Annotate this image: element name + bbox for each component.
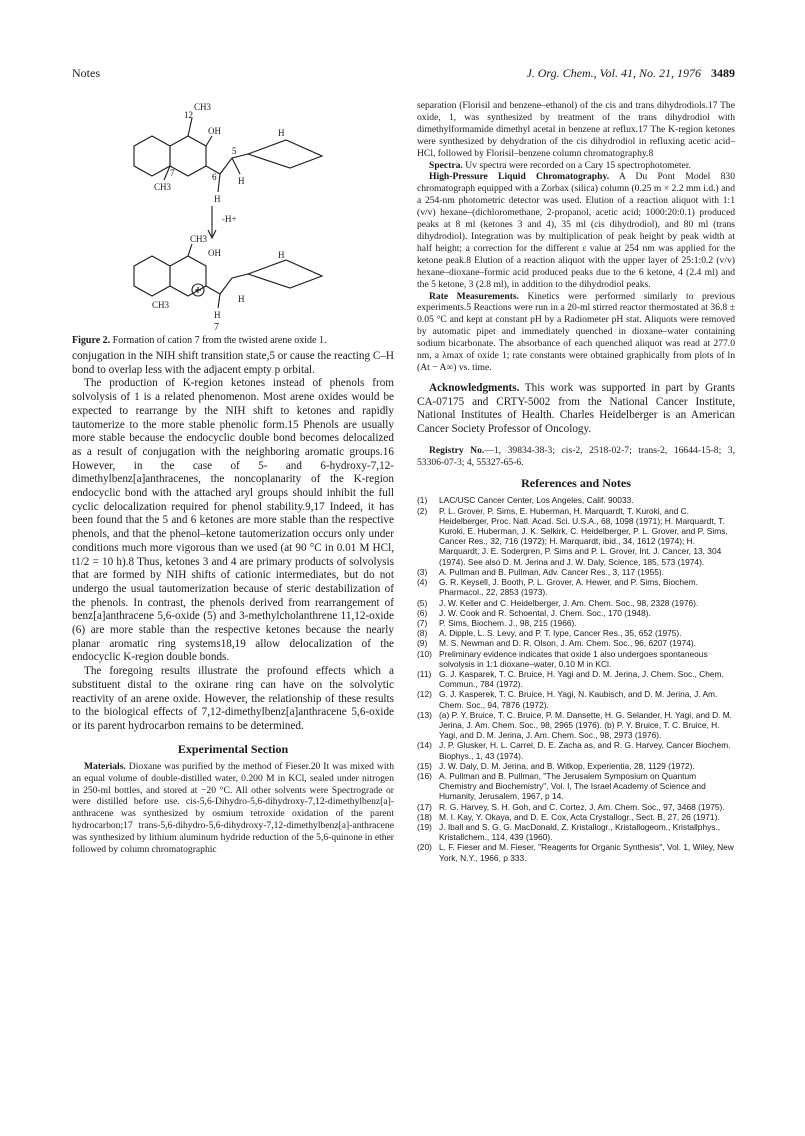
reference-text: P. L. Grover, P. Sims, E. Huberman, H. Marquardt, T. Kuroki, and C. Heidelberger, Proc. Natl. Acad. Sci. U.S.A., 68, 1098 (1971); H. Marquardt, T. Kuroki, E. Huberman, J. K. Selkirk, C. Heidelberger, P. L. Grover, and P. Sims, Cancer Res., 32, 716 (1972); H. Marquardt, ibid., 34, 1612 (1974); H. Marquardt, J. E. Sodergren, P. Sims and P. L. Grover, Int. J. Cancer, 13, 304 (1974). See also D. M. Jerina and J. W. Daly, Science, 185, 573 (1974). xyxy=(439,505,728,567)
reference-text: A. Pullman and B. Pullman, "The Jerusalem Symposium on Quantum Chemistry and Biochemistry", Vol. I, The Israel Academy of Science and Humanity, Jerusalem, 1967, p 14. xyxy=(439,770,706,802)
reference-number: (14) xyxy=(417,740,432,751)
label-h-5: H xyxy=(238,176,245,186)
reference-number: (19) xyxy=(417,821,432,832)
reference-item xyxy=(417,628,735,638)
references-title: References and Notes xyxy=(521,476,631,491)
reference-number: (4) xyxy=(417,577,428,588)
reference-number: (2) xyxy=(417,505,428,516)
label-position-7: 7 xyxy=(170,168,175,178)
arene-oxide-structure xyxy=(134,118,322,192)
arrow-label: -H+ xyxy=(222,214,237,224)
spectra-text: Uv spectra were recorded on a Cary 15 spectrophotometer. xyxy=(465,159,691,171)
label-position-6: 6 xyxy=(212,172,217,182)
materials-continued-text: separation (Florisil and benzene–ethanol) of the cis and trans dihydrodiols.17 The oxide, 1, was synthesized by treatment of the trans dihydrodiol with dimethylformamide dimethyl acetal in benzene at reflux.17 The K-region ketones were synthesized by dehydration of the cis dihydrodiol in refluxing acetic acid–HCl, followed by Florisil–benzene column chromatography.8 xyxy=(417,100,735,159)
top-structure-labels xyxy=(154,102,285,204)
figure-caption xyxy=(72,334,394,347)
reference-number: (9) xyxy=(417,638,428,649)
label-methyl-7-bottom: CH3 xyxy=(152,300,170,310)
label-h-5-bottom: H xyxy=(238,294,245,304)
right-column xyxy=(417,100,735,863)
label-position-12: 12 xyxy=(184,110,193,120)
reference-item xyxy=(417,822,735,842)
reference-number: (7) xyxy=(417,617,428,628)
registry-text: —1, 39834-38-3; cis-2, 2518-02-7; trans-2, 16644-15-8; 3, 53306-07-3; 4, 55327-65-6. xyxy=(417,444,735,468)
reference-item xyxy=(417,761,735,771)
label-hydroxyl-top: OH xyxy=(208,126,221,136)
reference-number: (13) xyxy=(417,709,432,720)
registry-numbers xyxy=(417,445,735,469)
oh-bond-top xyxy=(206,136,212,146)
reference-number: (12) xyxy=(417,689,432,700)
reference-text: G. R. Keysell, J. Booth, P. L. Grover, A. Hewer, and P. Sims, Biochem. Pharmacol., 22, 2853 (1973). xyxy=(439,577,698,598)
bottom-structure-labels xyxy=(152,234,285,332)
reference-text: A. Dipple, L. S. Levy, and P. T. Iype, Cancer Res., 35, 652 (1975). xyxy=(439,628,682,639)
reference-number: (20) xyxy=(417,842,432,853)
reference-item xyxy=(417,567,735,577)
paragraph-3: The foregoing results illustrate the profound effects which a substituent distal to the oxirane ring can have on the solvolytic reactivity of an arene oxide. However, the relationship of these results to the biological effects of 7,12-dimethylbenz[a]anthracene 5,6-oxide or its parent hydrocarbon remains to be determined. xyxy=(72,665,394,732)
h-bond-5 xyxy=(232,158,240,174)
figure-2-structures xyxy=(72,96,394,332)
paragraph-2: The production of K-region ketones instead of phenols from solvolysis of 1 is a related phenomenon. Most arene oxides would be expected to rearrange by the NIH shift to ketones and rapidly tautomerize to the more stable phenolic form.15 Phenols are usually more stable because the endocyclic double bond becomes delocalized as a result of conjugation with the neighboring aromatic groups.16 However, in the case of 5- and 6-hydroxy-7,12-dimethylbenz[a]anthracenes, the noncoplanarity of the K-region endocyclic bond with the attached aryl groups should inhibit the full cyclic delocalization required for phenol stability.9,17 Indeed, it has been found that the 5 and 6 ketones are more stable than the respective phenols, and that the phenol–ketone tautomerization occurs only under conditions much more vigorous than we used (at 90 °C in 0.01 M HCl, t1/2 = 10 h).8 Thus, ketones 3 and 4 are primary products of solvolysis that are formed by NIH shifts of cationic intermediates, but do not undergo the usual tautomerization because of steric destabilization of the phenols. In contrast, the phenols derived from rearrangement of benz[a]anthracene 5,6-oxide (5) and 3-methylcholanthrene 11,12-oxide (6) are more stable than the respective ketones because the nearly planar aromatic ring systems18,19 allow delocalization of the endocyclic K-region double bonds. xyxy=(72,377,394,664)
cation-structure xyxy=(134,244,322,308)
reference-text: G. J. Kasperek, T. C. Bruice, H. Yagi, N. Kaubisch, and D. M. Jerina, J. Am. Chem. Soc., 94, 7876 (1972). xyxy=(439,689,718,710)
h-bond-bottom xyxy=(218,294,220,308)
reference-item xyxy=(417,669,735,689)
reference-text: M. I. Kay, Y. Okaya, and D. E. Cox, Acta Crystallogr., Sect. B, 27, 26 (1971). xyxy=(439,811,720,822)
label-h-6-bottom: H xyxy=(214,310,221,320)
label-compound-7: 7 xyxy=(214,322,219,332)
reference-number: (6) xyxy=(417,607,428,618)
registry-heading: Registry No. xyxy=(429,444,485,456)
label-methyl-7: CH3 xyxy=(154,182,172,192)
reference-text: J. W. Keller and C. Heidelberger, J. Am. Chem. Soc., 98, 2328 (1976). xyxy=(439,597,699,608)
label-position-5: 5 xyxy=(232,146,237,156)
materials-heading: Materials. xyxy=(84,760,126,772)
rate-text: Kinetics were performed similarly to previous experiments.5 Reactions were run in a 20-ml stirred reactor thermostated at 36.8 ± 0.05 °C and kept at constant pH by a Radiometer pH stat. Aliquots were removed by automatic pipet and immediately quenched in dioxane–water containing sodium bicarbonate. The absorbance of each quenched aliquot was read at 277.0 nm, a λmax of oxide 1; rate constants were obtained graphically from plots of ln (At − A∞) vs. time. xyxy=(417,290,736,373)
reference-number: (11) xyxy=(417,668,432,679)
materials-block xyxy=(72,761,394,856)
reference-text: A. Pullman and B. Pullman, Adv. Cancer Res., 3, 117 (1955). xyxy=(439,566,664,577)
methyl-bond-12 xyxy=(188,118,192,136)
ring-a-bottom xyxy=(134,256,170,296)
ring-b-top xyxy=(170,136,206,176)
reference-item xyxy=(417,577,735,597)
hplc-heading: High-Pressure Liquid Chromatography. xyxy=(429,171,610,183)
reference-item xyxy=(417,649,735,669)
figure-caption-label: Figure 2. xyxy=(72,335,111,346)
reference-text: L. F. Fieser and M. Fieser, "Reagents for Organic Synthesis", Vol. 1, Wiley, New York, N.Y., 1966, p 333. xyxy=(439,842,734,863)
reference-item xyxy=(417,802,735,812)
materials-text: Dioxane was purified by the method of Fieser.20 It was mixed with an equal volume of double-distilled water, 0.200 M in KCl, sealed under nitrogen in 250-ml bottles, and stored at −20 °C. All other solvents were Spectrograde or were distilled before use. cis-5,6-Dihydro-5,6-dihydroxy-7,12-dimethylbenz[a]-anthracene was synthesized by osmium tetroxide oxidation of the parent hydrocarbon;17 trans-5,6-dihydro-5,6-dihydroxy-7,12-dimethylbenz[a]-anthracene was synthesized by lithium aluminum hydride reduction of the 5,6-quinone in ether followed by column chromatographic xyxy=(72,760,394,856)
reference-item xyxy=(417,710,735,741)
experimental-section-title: Experimental Section xyxy=(177,741,289,756)
label-methyl-top-bottom: CH3 xyxy=(190,234,208,244)
reference-item xyxy=(417,771,735,802)
paragraph-1: conjugation in the NIH shift transition state,5 or cause the reacting C–H bond to overlap less with the adjacent empty p orbital. xyxy=(72,350,394,376)
reference-number: (3) xyxy=(417,566,428,577)
reference-item xyxy=(417,608,735,618)
journal-citation: J. Org. Chem., Vol. 41, No. 21, 1976 xyxy=(526,66,701,80)
methyl-bond-bottom xyxy=(188,244,192,256)
reference-number: (18) xyxy=(417,811,432,822)
spectra-heading: Spectra. xyxy=(429,159,463,171)
reference-number: (16) xyxy=(417,770,432,781)
rate-heading: Rate Measurements. xyxy=(429,290,520,302)
reference-text: J. Iball and S. G. G. MacDonald, Z. Kristallogr., Kristallogeom., Kristallphys., Kristallchem., 114, 439 (1960). xyxy=(439,821,721,843)
reference-text: J. P. Glusker, H. L. Carrel, D. E. Zacha as, and R. G. Harvey, Cancer Biochem. Biophys., 1, 43 (1974). xyxy=(439,740,731,761)
reference-text: (a) P. Y. Bruice, T. C. Bruice, P. M. Dansette, H. G. Selander, H. Yagi, and D. M. Jerina, J. Am. Chem. Soc., 98, 2965 (1976). (b) P. Y. Bruice, T. C. Bruice, H. Yagi, and D. M. Jerina, J. Am. Chem. Soc., 98, 2973 (1976). xyxy=(439,709,733,741)
reference-list xyxy=(417,495,735,862)
figure-2 xyxy=(72,96,394,332)
running-header-left: Notes xyxy=(72,66,100,80)
label-h-ring: H xyxy=(278,128,285,138)
ring-a-top xyxy=(134,136,170,176)
hplc-text: A Du Pont Model 830 chromatograph equipped with a Zorbax (silica) column (0.25 m × 2.2 mm i.d.) and a 254-nm photometric detector was used. Elution of a reaction aliquot with 1:1 (v/v) hexane–(dichloromethane, 2-propanol, acetic acid; 1000:20:0.1) produced peaks at 8 ml (ketones 3 and 4), 35 ml (cis dihydrodiol), and 80 ml (trans dihydrodiol). Integration was by multiplication of peak height by peak width at half height; a correction for the different ε value at 254 nm was applied for the ketone peak.8 Elution of a reaction aliquot with the upper layer of 25:1:0.2 (v/v) hexane–dioxane–formic acid produced peaks due to the 6 ketone, 4 (2.4 ml) and the 5 ketone, 3 (2.8 ml), in addition to the dihydrodiol peaks. xyxy=(417,171,735,290)
acknowledgments-heading: Acknowledgments. xyxy=(429,381,520,394)
label-h-ring-bottom: H xyxy=(278,250,285,260)
label-hydroxyl-bottom: OH xyxy=(208,248,221,258)
reference-item xyxy=(417,598,735,608)
reference-text: J. W. Daly, D. M. Jerina, and B. Witkop, Experientia, 28, 1129 (1972). xyxy=(439,760,695,771)
reference-item xyxy=(417,689,735,709)
h-bond-6 xyxy=(218,174,220,192)
figure-caption-text: Formation of cation 7 from the twisted arene oxide 1. xyxy=(112,335,327,346)
reference-number: (8) xyxy=(417,628,428,639)
cation-bonds xyxy=(206,274,248,294)
reference-number: (5) xyxy=(417,597,428,608)
reference-number: (17) xyxy=(417,801,432,812)
reference-item xyxy=(417,506,735,567)
reference-text: G. J. Kasparek, T. C. Bruice, H. Yagi and D. M. Jerina, J. Chem. Soc., Chem. Commun., 784 (1972). xyxy=(439,668,724,690)
label-methyl-12: CH3 xyxy=(194,102,212,112)
reference-text: Preliminary evidence indicates that oxide 1 also undergoes spontaneous solvolysis in 1:1 dioxane–water, 0.10 M in KCl. xyxy=(439,648,708,669)
reference-text: P. Sims, Biochem. J., 98, 215 (1966). xyxy=(439,617,577,628)
reference-text: LAC/USC Cancer Center, Los Angeles, Calif. 90033. xyxy=(439,495,634,506)
reference-item xyxy=(417,812,735,822)
page-number: 3489 xyxy=(711,66,735,80)
left-column xyxy=(72,350,394,856)
reference-text: M. S. Newman and D. R. Olson, J. Am. Chem. Soc., 96, 6207 (1974). xyxy=(439,638,696,649)
reference-text: J. W. Cook and R. Schoental, J. Chem. Soc., 170 (1948). xyxy=(439,607,651,618)
reference-item xyxy=(417,740,735,760)
k-region-bonds xyxy=(206,154,248,174)
acknowledgments xyxy=(417,382,735,437)
reference-number: (1) xyxy=(417,495,428,506)
reference-item xyxy=(417,638,735,648)
reference-number: (10) xyxy=(417,648,432,659)
ring-d-bottom xyxy=(248,260,322,288)
ring-d-top xyxy=(248,140,322,168)
running-header-right xyxy=(526,66,735,81)
acknowledgments-text: This work was supported in part by Grants CA-07175 and CRTY-5002 from the National Cancer Institute, National Institutes of Health. Charles Heidelberger is an American Cancer Society Professor of Oncology. xyxy=(417,381,735,435)
reference-item xyxy=(417,618,735,628)
experimental-continued xyxy=(417,100,735,374)
reference-number: (15) xyxy=(417,760,432,771)
reference-item xyxy=(417,495,735,505)
label-h-6: H xyxy=(214,194,221,204)
reference-item xyxy=(417,842,735,862)
reference-text: R. G. Harvey, S. H. Goh, and C. Cortez, J. Am. Chem. Soc., 97, 3468 (1975). xyxy=(439,801,725,812)
